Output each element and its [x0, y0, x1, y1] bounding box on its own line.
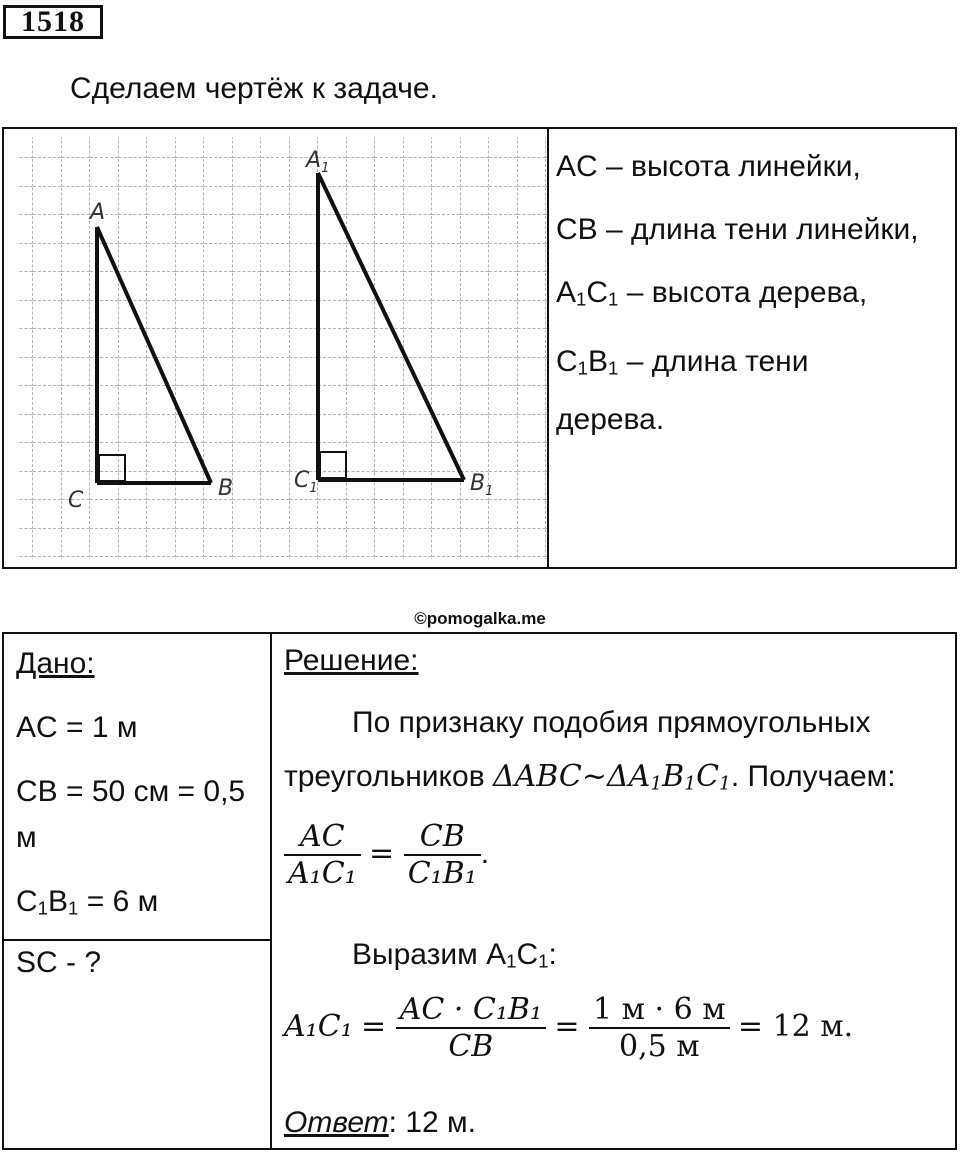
- find-text: SC - ?: [16, 946, 102, 979]
- triangles-drawing: [4, 129, 547, 569]
- ratio-left: $\frac{AC}{\text{A₁C₁}}$: [284, 819, 361, 891]
- solution-section: [284, 644, 944, 1139]
- watermark: ©pomogalka.me: [414, 609, 546, 628]
- solution-title: Решение:: [284, 644, 419, 677]
- def-c1b1: C1B1 – длина тени: [556, 345, 809, 379]
- label-a1: $A_1$: [306, 148, 330, 176]
- label-c1: $C_1$: [294, 468, 318, 496]
- calc-frac-1: $\frac{\text{AC · C₁B₁}}{CB}$: [396, 992, 546, 1064]
- solution-p1-line2: треугольников ΔABC~ΔA1B1C1. Получаем:: [284, 759, 896, 795]
- ratio-right: $\frac{CB}{\text{C₁B₁}}$: [404, 819, 481, 891]
- given-c1b1: C1B1 = 6 м: [16, 885, 159, 919]
- label-a: A: [90, 200, 106, 225]
- label-b: B: [218, 476, 234, 501]
- def-ac: AC – высота линейки,: [556, 150, 861, 183]
- calc-equation: A₁C₁ = $\frac{\text{AC · C₁B₁}}{CB}$ = $\frac{1 м \cdot 6 м}{0,5 м}$ = 12 м.: [284, 992, 854, 1064]
- table-divider: [547, 129, 549, 567]
- solution-table: [2, 632, 957, 1150]
- given-cb-1: CB = 50 см = 0,5: [16, 775, 246, 808]
- label-b1: $B_1$: [470, 471, 494, 499]
- column-divider: [270, 634, 272, 1148]
- definitions: [556, 135, 919, 451]
- given-title: Дано:: [16, 647, 95, 680]
- ratio-equation: $\frac{AC}{\text{A₁C₁}}$ = $\frac{CB}{\text{C₁B₁}}$ .: [284, 819, 489, 891]
- problem-number: 1518: [3, 5, 103, 39]
- given-section: [16, 644, 245, 928]
- def-a1c1: A1C1 – высота дерева,: [556, 276, 868, 310]
- intro-text: Сделаем чертёж к задаче.: [70, 72, 438, 105]
- def-cb: CB – длина тени линейки,: [556, 213, 919, 246]
- given-divider: [4, 939, 270, 941]
- solution-p1-line1: По признаку подобия прямоугольных: [352, 706, 871, 739]
- express-line: Выразим A1C1:: [352, 938, 557, 972]
- calc-frac-2: $\frac{1 м \cdot 6 м}{0,5 м}$: [589, 992, 730, 1064]
- given-cb-2: м: [16, 821, 37, 854]
- given-ac: AC = 1 м: [16, 711, 138, 744]
- def-c1b1-continued: дерева.: [556, 402, 665, 436]
- answer-line: Ответ: 12 м.: [284, 1106, 477, 1139]
- label-c: C: [68, 488, 84, 513]
